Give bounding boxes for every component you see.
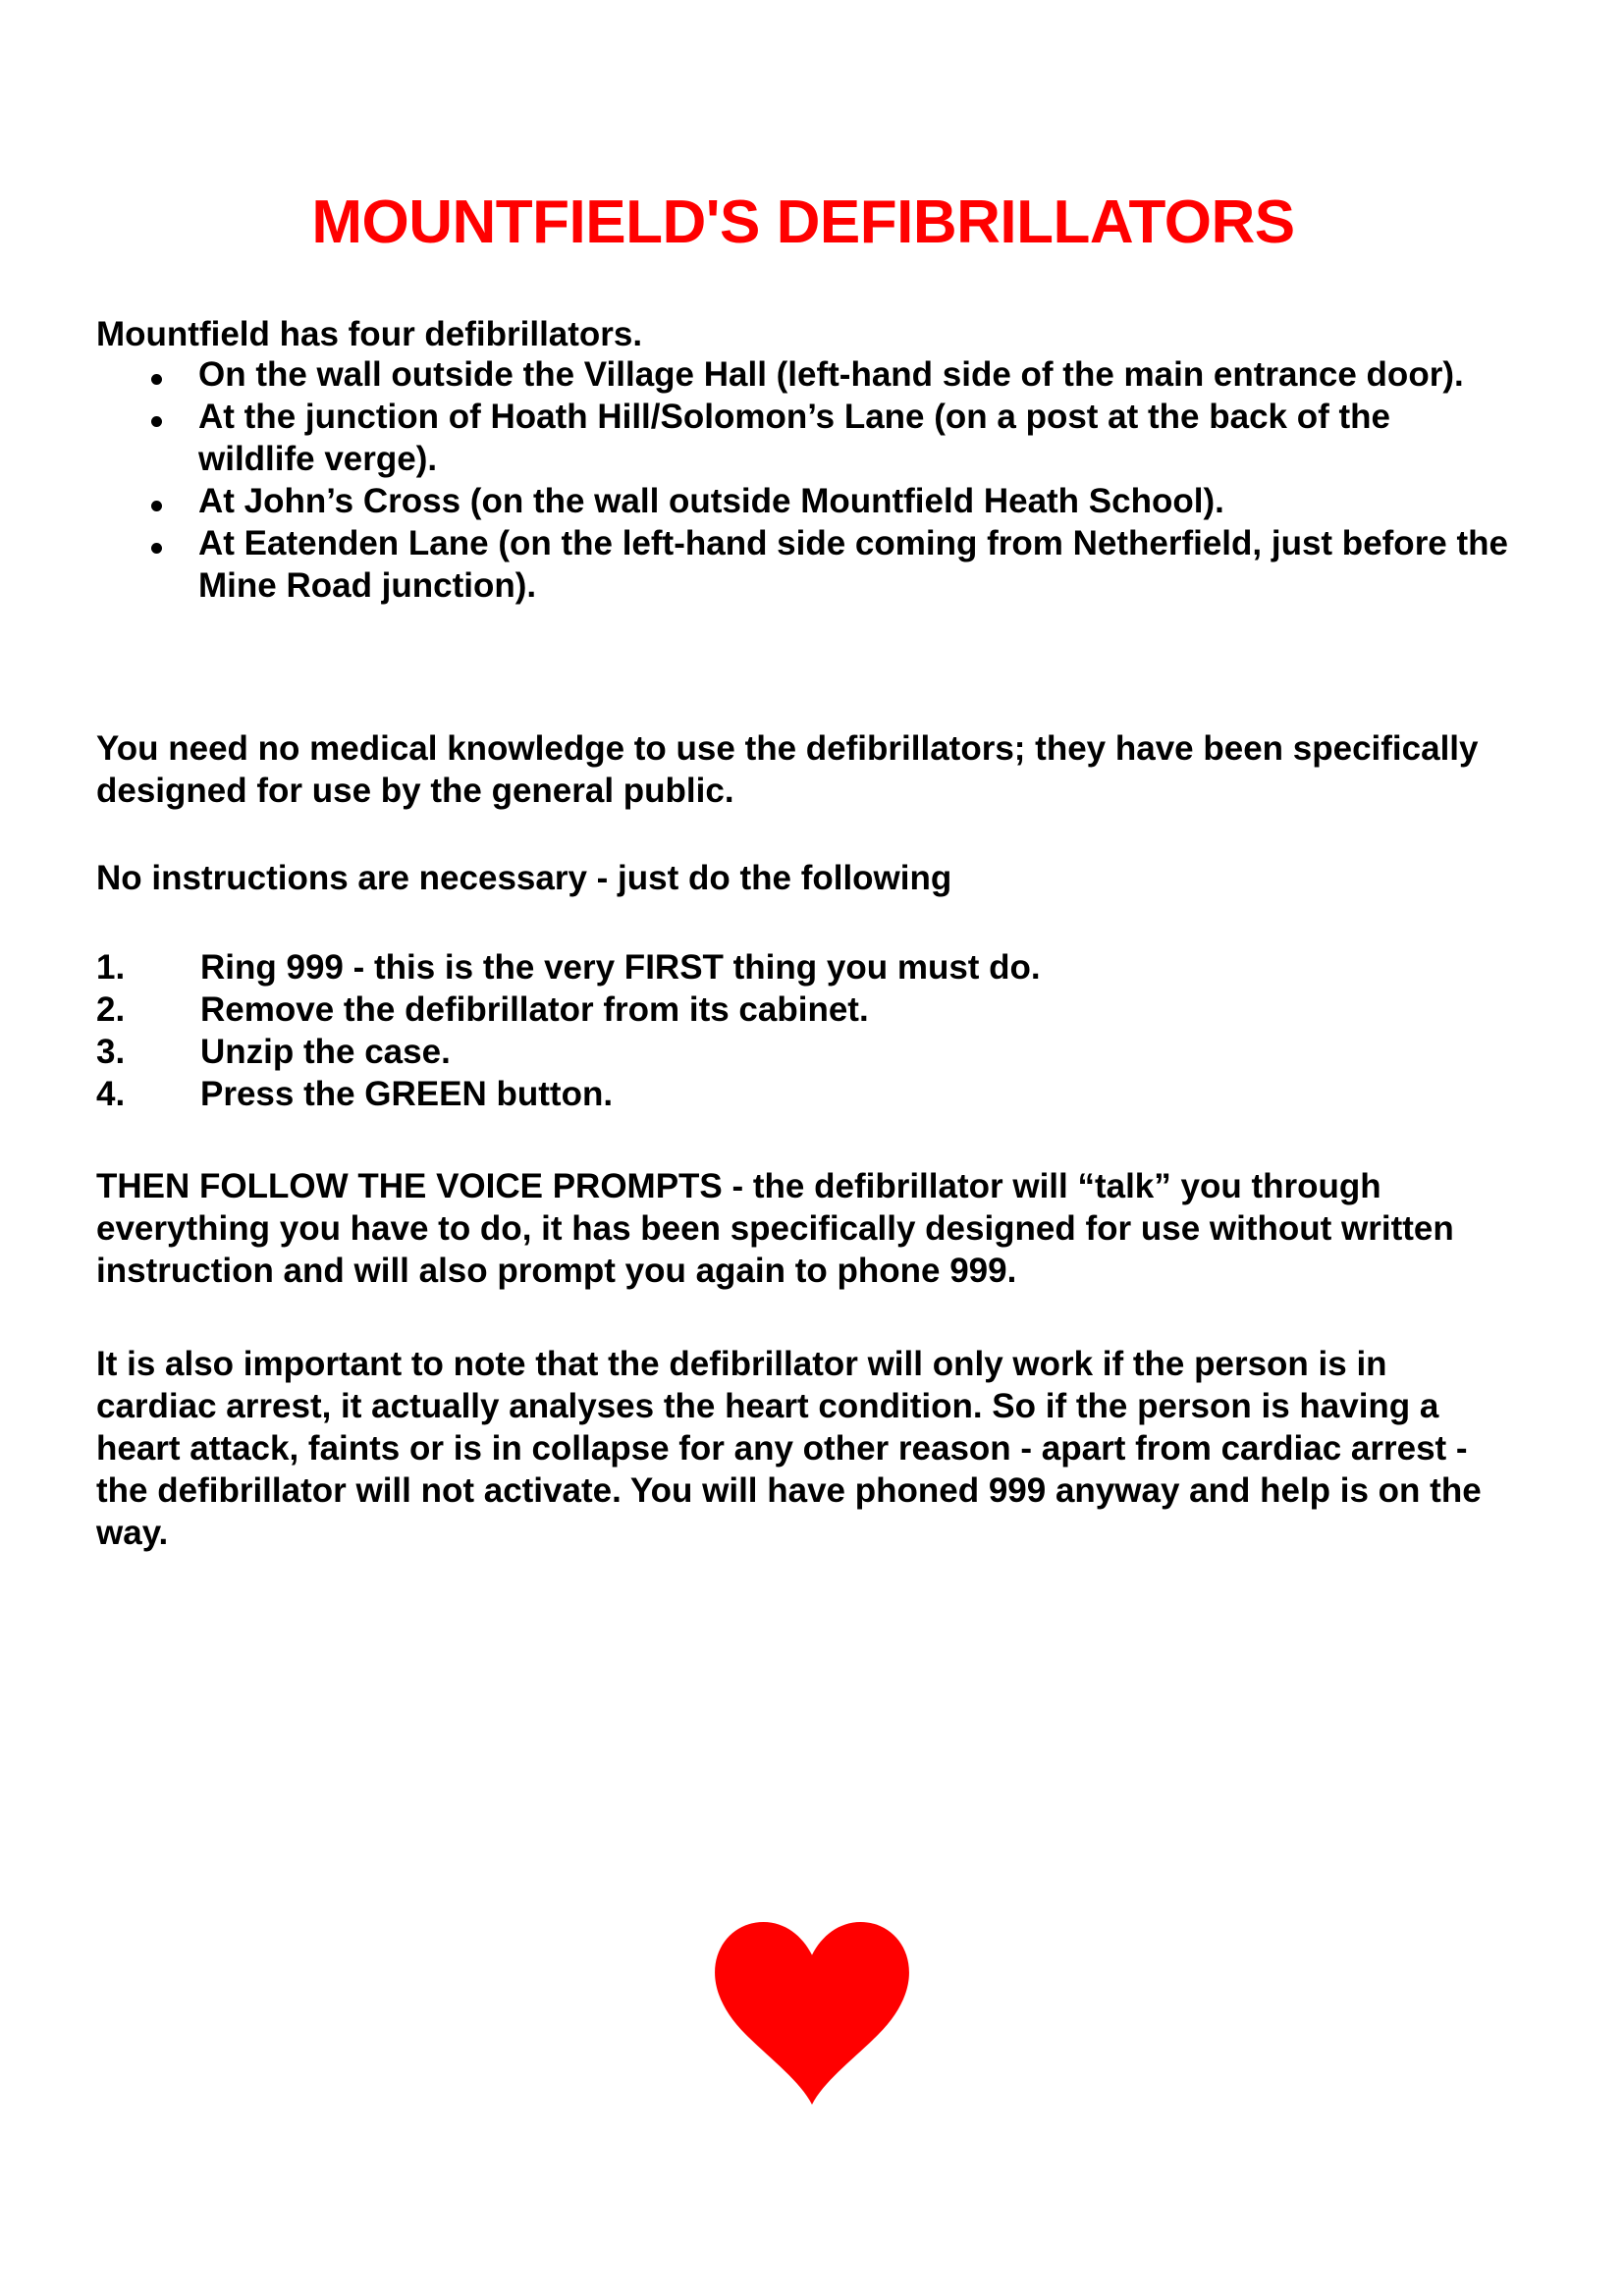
list-item: At the junction of Hoath Hill/Solomon’s Lane (on a post at the back of the wildlife verge). <box>96 397 1510 481</box>
list-item <box>96 1031 1510 1073</box>
document-body <box>96 0 1510 1554</box>
list-item <box>96 988 1510 1031</box>
instruction-steps-list <box>96 899 1510 1116</box>
list-item <box>96 946 1510 988</box>
defibrillator-location-list <box>96 354 1510 607</box>
voice-prompts-paragraph: THEN FOLLOW THE VOICE PROMPTS - the defibrillator will “talk” you through everything you have to do, it has been specifically designed for use without written instruction and will also prompt you again to phone 999. <box>96 1166 1454 1290</box>
cardiac-note-block <box>96 1292 1510 1554</box>
step-number: 1. <box>96 947 126 987</box>
step-number: 3. <box>96 1033 126 1072</box>
step-text: Ring 999 - this is the very FIRST thing you must do. <box>200 947 1041 987</box>
no-medical-knowledge-paragraph: You need no medical knowledge to use the defibrillators; they have been specifically designed for use by the general public. <box>96 728 1479 810</box>
list-item: At Eatenden Lane (on the left-hand side coming from Netherfield, just before the Mine Road junction). <box>96 523 1510 608</box>
step-text: Unzip the case. <box>200 1033 451 1072</box>
step-text: Remove the defibrillator from its cabinet. <box>200 989 869 1029</box>
list-item: At John’s Cross (on the wall outside Mountfield Heath School). <box>96 481 1510 523</box>
heart-graphic-container <box>0 1922 1624 2109</box>
no-instructions-paragraph: No instructions are necessary - just do the following <box>96 858 952 897</box>
cardiac-arrest-paragraph: It is also important to note that the defibrillator will only work if the person is in cardiac arrest, it actually analyses the heart condition. So if the person is having a heart attack, faints or is in collapse for any other reason - apart from cardiac arrest - the defibrillator will not activate. You will have phoned 999 anyway and help is on the way. <box>96 1344 1482 1552</box>
voice-prompts-block <box>96 1116 1510 1292</box>
intro-sentence: Mountfield has four defibrillators. <box>96 315 643 353</box>
step-text: Press the GREEN button. <box>200 1075 614 1114</box>
step-number: 4. <box>96 1075 126 1114</box>
heart-icon <box>715 1922 909 2105</box>
step-number: 2. <box>96 989 126 1029</box>
list-item: On the wall outside the Village Hall (left-hand side of the main entrance door). <box>96 354 1510 397</box>
section-spacer <box>96 608 1510 682</box>
list-item <box>96 1073 1510 1115</box>
page-title: MOUNTFIELD'S DEFIBRILLATORS <box>311 188 1295 256</box>
